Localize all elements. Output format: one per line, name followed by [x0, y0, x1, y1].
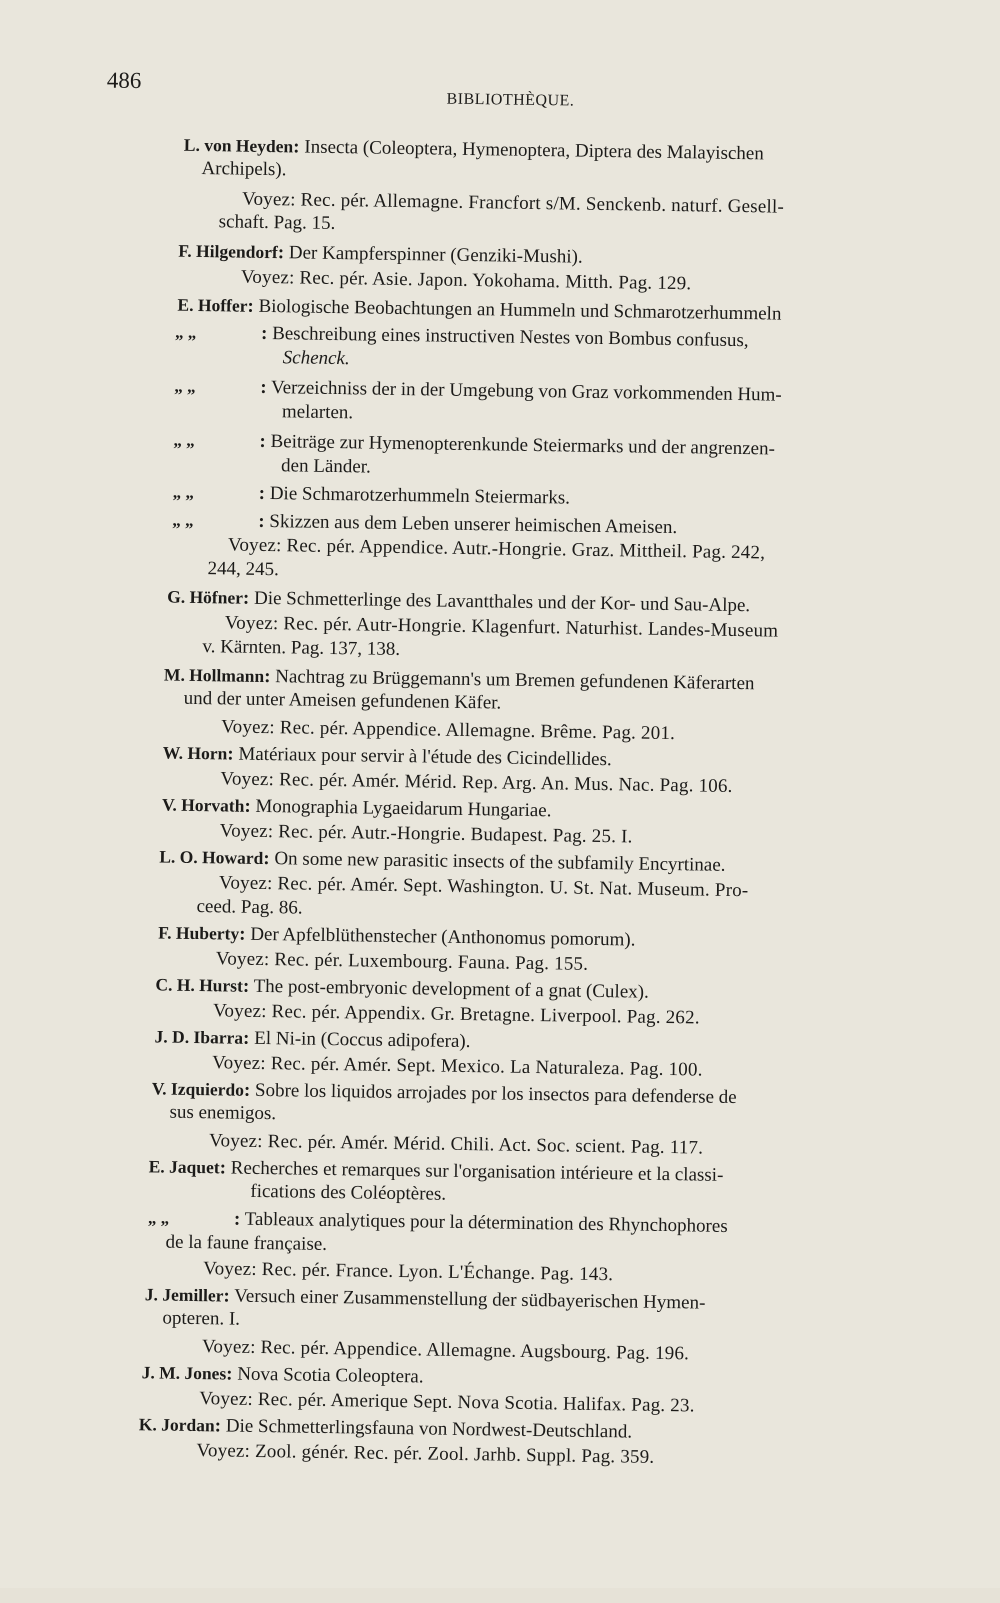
entry-title: Beiträge zur Hymenopterenkunde Steiermarks und der angrenzen- — [270, 431, 776, 460]
entry-author: E. Jaquet — [148, 1156, 220, 1178]
entry-hoffer: E. Hoffer: Biologische Beobachtungen an Hummeln und Schmarotzerhummeln — [177, 294, 782, 325]
entry-ref: Voyez: Zool. génér. Rec. pér. Zool. Jarhb. Suppl. Pag. 359. — [196, 1440, 655, 1468]
entry-huberty: F. Huberty: Der Apfelblüthenstecher (Anthonomus pomorum). — [158, 922, 636, 951]
entry-title-cont: den Länder. — [280, 455, 371, 478]
entry-title-cont: melarten. — [281, 401, 354, 424]
entry-author: V. Horvath — [161, 794, 245, 816]
entry-ref: Voyez: Rec. pér. Amér. Mérid. Rep. Arg. An. Mus. Nac. Pag. 106. — [220, 768, 733, 797]
entry-title: Verzeichniss der in der Umgebung von Graz vorkommenden Hum- — [270, 377, 782, 406]
entry-ref: Voyez: Rec. pér. Autr-Hongrie. Klagenfurt. Naturhist. Landes-Museum — [224, 612, 779, 642]
ditto-mark: „ „ — [173, 430, 195, 450]
entry-title-cont: Schenck. — [282, 347, 350, 370]
entry-title: Insecta (Coleoptera, Hymenoptera, Diptera des Malayischen — [304, 136, 764, 165]
entry-ref: Voyez: Rec. pér. Asie. Japon. Yokohama. Mitth. Pag. 129. — [240, 266, 692, 295]
entry-hollmann: M. Hollmann: Nachtrag zu Brüggemann's um Bremen gefundenen Käferarten — [163, 664, 755, 695]
entry-title: Biologische Beobachtungen an Hummeln und Schmarotzerhummeln — [258, 295, 782, 325]
entry-ref: Voyez: Rec. pér. Amerique Sept. Nova Scotia. Halifax. Pag. 23. — [199, 1388, 695, 1417]
entry-ref-cont: 244, 245. — [207, 558, 279, 581]
entry-hoffer-2: „ „ : Beschreibung eines instructiven Nestes von Bombus confusus, — [174, 322, 749, 352]
entry-title-cont: und der unter Ameisen gefundenen Käfer. — [183, 687, 502, 714]
entry-hoffer-3: „ „ : Verzeichniss der in der Umgebung von Graz vorkommenden Hum- — [174, 376, 782, 406]
entry-title: Versuch einer Zusammenstellung der südbayerischen Hymen- — [234, 1285, 706, 1314]
entry-author: J. Jemiller — [144, 1284, 224, 1306]
entry-title: Beschreibung eines instructiven Nestes von Bombus confusus, — [272, 323, 749, 352]
entry-hoffer-4: „ „ : Beiträge zur Hymenopterenkunde Steiermarks und der angrenzen- — [173, 430, 776, 460]
entry-ref: Voyez: Rec. pér. Allemagne. Francfort s/M. Senckenb. naturf. Gesell- — [241, 188, 785, 218]
entry-jaquet-2: „ „ : Tableaux analytiques pour la détermination des Rhynchophores — [147, 1208, 728, 1237]
entry-ref: Voyez: Rec. pér. Appendix. Gr. Bretagne. Liverpool. Pag. 262. — [212, 1000, 700, 1029]
entry-author: G. Höfner — [167, 586, 244, 608]
entry-title-cont: sus enemigos. — [169, 1101, 277, 1125]
entry-ref: Voyez: Rec. pér. Amér. Sept. Washington. U. St. Nat. Museum. Pro- — [218, 872, 749, 902]
entry-hoffer-5: „ „ : Die Schmarotzerhummeln Steiermarks. — [172, 482, 571, 509]
entry-title: Nachtrag zu Brüggemann's um Bremen gefundenen Käferarten — [275, 666, 755, 695]
entry-ref: Voyez: Rec. pér. Appendice. Allemagne. Brême. Pag. 201. — [221, 716, 676, 745]
entry-izquierdo: V. Izquierdo: Sobre los liquidos arrojades por los insectos para defenderse de — [151, 1078, 737, 1109]
entry-horn: W. Horn: Matériaux pour servir à l'étude des Cicindellides. — [162, 742, 612, 771]
entry-title: Die Schmetterlingsfauna von Nordwest-Deutschland. — [225, 1415, 633, 1443]
entry-author: V. Izquierdo — [151, 1078, 245, 1100]
entry-title: Die Schmetterlinge des Lavantthales und der Kor- und Sau-Alpe. — [253, 587, 751, 617]
entry-title: El Ni-in (Coccus adipofera). — [254, 1027, 471, 1053]
entry-author: J. D. Ibarra — [154, 1026, 244, 1048]
entry-hilgendorf: F. Hilgendorf: Der Kampferspinner (Genziki-Mushi). — [178, 240, 583, 268]
entry-hurst: C. H. Hurst: The post-embryonic development of a gnat (Culex). — [155, 974, 649, 1003]
entry-howard: L. O. Howard: On some new parasitic insects of the subfamily Encyrtinae. — [159, 846, 726, 876]
entry-author: C. H. Hurst — [155, 974, 244, 996]
entry-author: E. Hoffer — [177, 294, 248, 316]
entry-title-cont: fications des Coléoptères. — [250, 1180, 447, 1205]
entry-title: Der Kampferspinner (Genziki-Mushi). — [288, 242, 583, 268]
entry-title: On some new parasitic insects of the subfamily Encyrtinae. — [274, 848, 726, 876]
entry-ref: Voyez: Rec. pér. Appendice. Allemagne. Augsbourg. Pag. 196. — [201, 1336, 690, 1365]
entry-title: The post-embryonic development of a gnat (Culex). — [253, 975, 649, 1003]
entry-author: L. von Heyden — [183, 134, 294, 157]
entry-title: Tableaux analytiques pour la détermination des Rhynchophores — [244, 1208, 728, 1237]
entry-title: Nova Scotia Coleoptera. — [237, 1363, 424, 1388]
running-head: BIBLIOTHÈQUE. — [446, 90, 575, 110]
entry-author: L. O. Howard — [159, 846, 264, 868]
entry-ref: Voyez: Rec. pér. Amér. Mérid. Chili. Act. Soc. scient. Pag. 117. — [208, 1130, 704, 1159]
entry-ref: Voyez: Rec. pér. Luxembourg. Fauna. Pag. 155. — [215, 948, 589, 975]
entry-ref: Voyez: Rec. pér. Appendice. Autr.-Hongrie. Graz. Mittheil. Pag. 242, — [227, 534, 766, 564]
ditto-mark: „ „ — [174, 322, 197, 342]
entry-ref-cont: schaft. Pag. 15. — [218, 211, 336, 234]
entry-author: M. Hollmann — [163, 664, 265, 686]
entry-jaquet: E. Jaquet: Recherches et remarques sur l'organisation intérieure et la classi- — [148, 1156, 724, 1186]
ditto-mark: „ „ — [147, 1208, 170, 1228]
ditto-mark: „ „ — [172, 482, 195, 502]
ditto-mark: „ „ — [172, 510, 194, 530]
entry-title-cont: opteren. I. — [162, 1307, 241, 1330]
entry-ref-cont: v. Kärnten. Pag. 137, 138. — [202, 636, 401, 661]
entry-author: K. Jordan — [138, 1414, 215, 1436]
entry-jemiller: J. Jemiller: Versuch einer Zusammenstellung der südbayerischen Hymen- — [144, 1284, 706, 1314]
entry-title-cont: Archipels). — [201, 158, 287, 181]
entry-ref: Voyez: Rec. pér. Amér. Sept. Mexico. La Naturaleza. Pag. 100. — [212, 1052, 703, 1081]
entry-horvath: V. Horvath: Monographia Lygaeidarum Hungariae. — [161, 794, 552, 822]
entry-ibarra: J. D. Ibarra: El Ni-in (Coccus adipofera). — [154, 1026, 471, 1053]
entry-ref: Voyez: Rec. pér. Autr.-Hongrie. Budapest. Pag. 25. I. — [219, 820, 633, 848]
entry-jordan: K. Jordan: Die Schmetterlingsfauna von Nordwest-Deutschland. — [138, 1414, 633, 1443]
entry-author: W. Horn — [162, 742, 228, 764]
entry-author: J. M. Jones — [141, 1362, 227, 1384]
entry-title: Die Schmarotzerhummeln Steiermarks. — [269, 483, 571, 509]
entry-title-cont: de la faune française. — [165, 1231, 328, 1255]
entry-author: F. Huberty — [158, 922, 240, 944]
entry-title: Matériaux pour servir à l'étude des Cicindellides. — [238, 743, 612, 771]
entry-heyden: L. von Heyden: Insecta (Coleoptera, Hymenoptera, Diptera des Malayischen — [183, 134, 764, 165]
entry-hofner: G. Höfner: Die Schmetterlinge des Lavantthales und der Kor- und Sau-Alpe. — [167, 586, 751, 617]
entry-title: Skizzen aus dem Leben unserer heimischen Ameisen. — [269, 511, 678, 539]
entry-title: Der Apfelblüthenstecher (Anthonomus pomorum). — [250, 923, 636, 951]
entry-title: Recherches et remarques sur l'organisation intérieure et la classi- — [230, 1157, 724, 1186]
entry-hoffer-6: „ „ : Skizzen aus dem Leben unserer heimischen Ameisen. — [172, 510, 678, 539]
page-number: 486 — [106, 67, 142, 94]
entry-author: F. Hilgendorf — [178, 240, 278, 263]
entry-title: Monographia Lygaeidarum Hungariae. — [255, 795, 552, 822]
entry-title: Sobre los liquidos arrojades por los insectos para defenderse de — [254, 1079, 737, 1109]
ditto-mark: „ „ — [174, 376, 196, 396]
entry-jones: J. M. Jones: Nova Scotia Coleoptera. — [141, 1362, 424, 1388]
entry-ref-cont: ceed. Pag. 86. — [196, 896, 303, 919]
entry-ref: Voyez: Rec. pér. France. Lyon. L'Échange. Pag. 143. — [203, 1258, 614, 1286]
